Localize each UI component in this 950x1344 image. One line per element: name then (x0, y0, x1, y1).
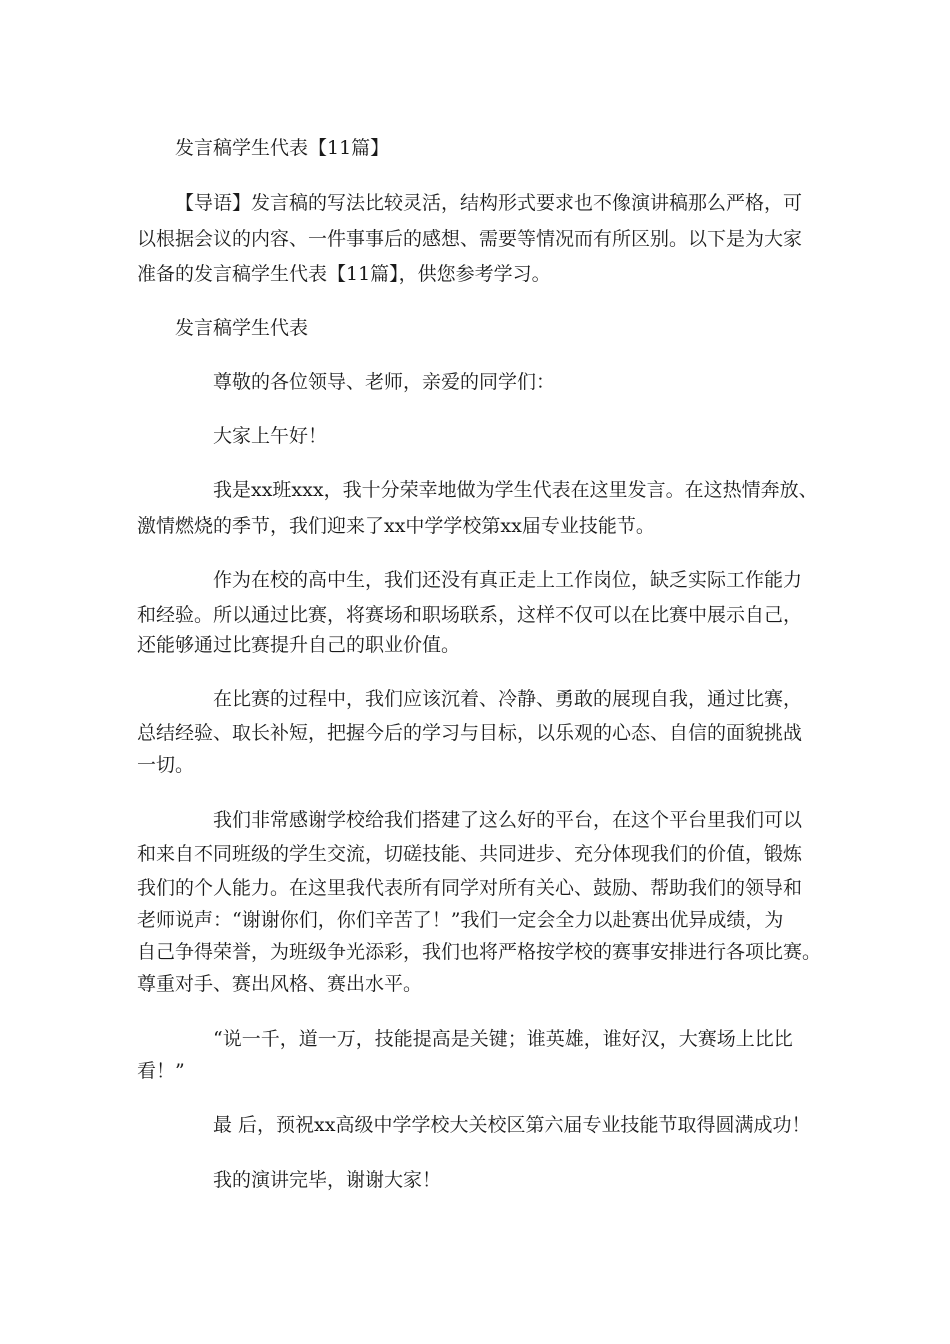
paragraph-line: 最 后，预祝xx高级中学学校大关校区第六届专业技能节取得圆满成功！ (213, 1114, 811, 1136)
paragraph-line: 还能够通过比赛提升自己的职业价值。 (137, 634, 461, 656)
salutation: 尊敬的各位领导、老师，亲爱的同学们： (213, 371, 556, 393)
paragraph-line: 总结经验、取长补短，把握今后的学习与目标，以乐观的心态、自信的面貌挑战 (137, 722, 803, 744)
document-title: 发言稿学生代表【11篇】 (175, 137, 390, 159)
greeting: 大家上午好！ (213, 425, 328, 447)
paragraph-line: 激情燃烧的季节，我们迎来了xx中学学校第xx届专业技能节。 (137, 515, 655, 537)
paragraph-line: 一切。 (137, 754, 195, 776)
paragraph-line: 我们的个人能力。在这里我代表所有同学对所有关心、鼓励、帮助我们的领导和 (137, 877, 803, 899)
intro-line: 以根据会议的内容、一件事事后的感想、需要等情况而有所区别。以下是为大家 (137, 228, 803, 250)
paragraph-line: 作为在校的高中生，我们还没有真正走上工作岗位，缺乏实际工作能力 (213, 569, 803, 591)
section-heading: 发言稿学生代表 (175, 317, 309, 339)
paragraph-line: “说一千，道一万，技能提高是关键；谁英雄，谁好汉，大赛场上比比 (213, 1028, 793, 1050)
intro-line: 准备的发言稿学生代表【11篇】，供您参考学习。 (137, 263, 551, 285)
paragraph-line: 老师说声：“谢谢你们，你们辛苦了！”我们一定会全力以赴赛出优异成绩，为 (137, 909, 784, 931)
paragraph-line: 看！” (137, 1060, 185, 1082)
paragraph-line: 和经验。所以通过比赛，将赛场和职场联系，这样不仅可以在比赛中展示自己， (137, 604, 803, 626)
paragraph-line: 尊重对手、赛出风格、赛出水平。 (137, 973, 423, 995)
closing-line: 我的演讲完毕，谢谢大家！ (213, 1169, 442, 1191)
paragraph-line: 在比赛的过程中，我们应该沉着、冷静、勇敢的展现自我，通过比赛， (213, 688, 803, 710)
paragraph-line: 和来自不同班级的学生交流，切磋技能、共同进步、充分体现我们的价值，锻炼 (137, 843, 803, 865)
paragraph-line: 我是xx班xxx，我十分荣幸地做为学生代表在这里发言。在这热情奔放、 (213, 479, 818, 501)
paragraph-line: 自己争得荣誉，为班级争光添彩，我们也将严格按学校的赛事安排进行各项比赛。 (137, 941, 822, 963)
paragraph-line: 我们非常感谢学校给我们搭建了这么好的平台，在这个平台里我们可以 (213, 809, 803, 831)
intro-line: 【导语】发言稿的写法比较灵活，结构形式要求也不像演讲稿那么严格，可 (175, 192, 803, 214)
